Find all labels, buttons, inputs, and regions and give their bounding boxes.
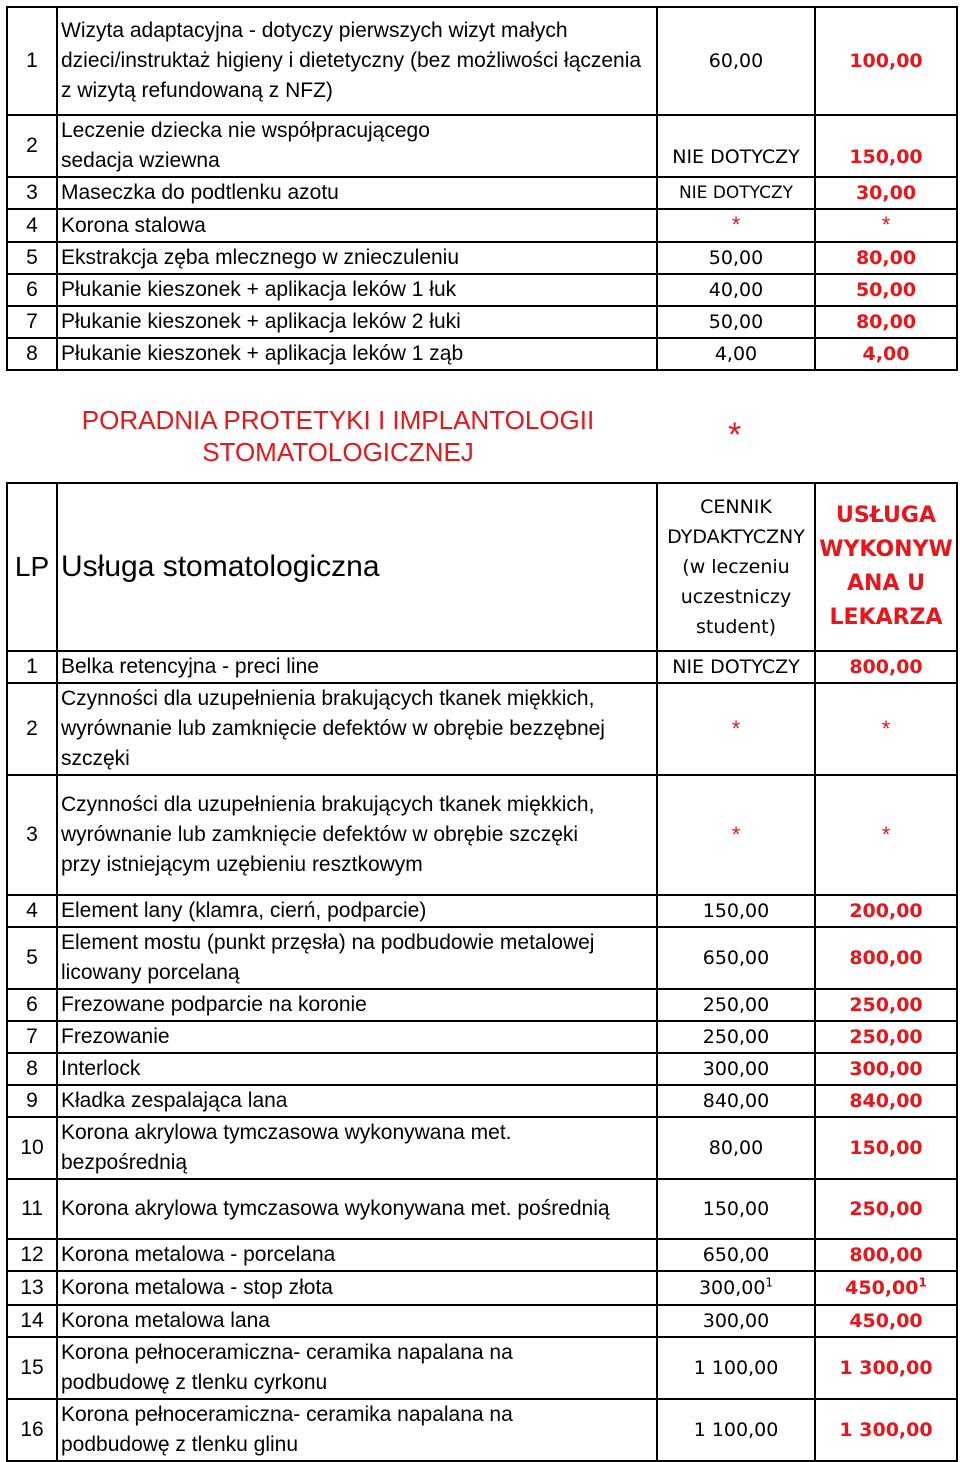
table-row [7,7,957,115]
didactic-price: NIE DOTYCZY [657,177,815,209]
doctor-price: 800,00 [815,651,957,683]
didactic-price: 250,00 [657,989,815,1021]
doctor-price: 450,00 [815,1305,957,1337]
doctor-price: 150,00 [815,1117,957,1179]
header-line: student) [695,616,777,638]
doctor-price: 100,00 [815,7,957,115]
table-row [7,1053,957,1085]
doctor-price: 800,00 [815,1239,957,1271]
doctor-price: 50,00 [815,274,957,306]
service-name: Wizyta adaptacyjna - dotyczy pierwszych wizyt małych dzieci/instruktaż higieny i dietetyczny (bez możliwości łączenia z wizytą refundowaną z NFZ) [57,7,657,115]
header-lp: LP [7,483,57,651]
doctor-price [815,1271,957,1305]
table-row [7,1305,957,1337]
asterisk-mark: * [881,212,891,237]
table-row [7,1179,957,1239]
header-line: CENNIK [700,496,772,518]
row-number: 8 [7,338,57,370]
doctor-price: 4,00 [815,338,957,370]
footnote-mark: 1 [918,1275,927,1290]
asterisk-mark: * [881,715,891,741]
header-line: (w leczeniu [682,556,790,578]
didactic-price: 650,00 [657,927,815,989]
table-row [7,274,957,306]
service-name: Interlock [57,1053,657,1085]
doctor-price: 80,00 [815,242,957,274]
header-service: Usługa stomatologiczna [57,483,657,651]
didactic-price: 150,00 [657,895,815,927]
asterisk-mark: * [881,821,891,847]
didactic-price: 4,00 [657,338,815,370]
doctor-price: 250,00 [815,1179,957,1239]
service-name: Ekstrakcja zęba mlecznego w znieczuleniu [57,242,657,274]
didactic-price: 50,00 [657,242,815,274]
header-line: ANA U [847,571,925,596]
row-number: 7 [7,1021,57,1053]
table-row [7,651,957,683]
service-name: Czynności dla uzupełnienia brakujących tkanek miękkich, wyrównanie lub zamknięcie defektów w obrębie bezzębnej szczęki [57,683,657,775]
header-line: LEKARZA [829,605,943,630]
didactic-price: 150,00 [657,1179,815,1239]
doctor-price: 1 300,00 [815,1399,957,1461]
section-title-line: STOMATOLOGICZNEJ [202,437,474,467]
table-row [7,1021,957,1053]
header-line: uczestniczy [680,586,792,608]
didactic-price: 80,00 [657,1117,815,1179]
section-asterisk: * [728,416,742,454]
service-name: Płukanie kieszonek + aplikacja leków 1 ząb [57,338,657,370]
doctor-price: 80,00 [815,306,957,338]
table-row [7,1271,957,1305]
didactic-price [657,683,815,775]
asterisk-mark: * [731,821,741,847]
header-didactic-price [657,483,815,651]
row-number: 4 [7,209,57,242]
didactic-price [657,1271,815,1305]
row-number: 15 [7,1337,57,1399]
doctor-price: 150,00 [815,115,957,177]
service-name: Korona akrylowa tymczasowa wykonywana met. bezpośrednią [57,1117,657,1179]
row-number: 9 [7,1085,57,1117]
service-name: Maseczka do podtlenku azotu [57,177,657,209]
service-name: Element lany (klamra, cierń, podparcie) [57,895,657,927]
row-number: 2 [7,115,57,177]
service-name: Frezowane podparcie na koronie [57,989,657,1021]
row-number: 12 [7,1239,57,1271]
table-row [7,177,957,209]
pediatric-price-table [6,6,958,371]
prosthetics-price-table [6,482,958,1462]
row-number: 6 [7,989,57,1021]
doctor-price: 30,00 [815,177,957,209]
row-number: 8 [7,1053,57,1085]
table-row [7,895,957,927]
row-number: 10 [7,1117,57,1179]
row-number: 2 [7,683,57,775]
service-name: Korona metalowa - stop złota [57,1271,657,1305]
table-row [7,242,957,274]
didactic-price: 40,00 [657,274,815,306]
table-row [7,338,957,370]
price-value: 450,00 [845,1277,919,1299]
row-number: 1 [7,651,57,683]
didactic-price: 60,00 [657,7,815,115]
doctor-price: 840,00 [815,1085,957,1117]
doctor-price: 300,00 [815,1053,957,1085]
row-number: 11 [7,1179,57,1239]
section-title-line: PORADNIA PROTETYKI I IMPLANTOLOGII [81,405,595,435]
service-name: Korona akrylowa tymczasowa wykonywana met. pośrednią [57,1179,657,1239]
row-number: 14 [7,1305,57,1337]
service-name: Płukanie kieszonek + aplikacja leków 2 łuki [57,306,657,338]
didactic-price: 1 100,00 [657,1399,815,1461]
header-doctor-price [815,483,957,651]
doctor-price [815,683,957,775]
table-row [7,306,957,338]
row-number: 1 [7,7,57,115]
service-name: Czynności dla uzupełnienia brakujących tkanek miękkich, wyrównanie lub zamknięcie defektów w obrębie szczęki przy istniejącym uzębieniu resztkowym [57,775,657,895]
doctor-price: 800,00 [815,927,957,989]
service-name: Korona metalowa - porcelana [57,1239,657,1271]
table-row [7,1239,957,1271]
asterisk-mark: * [731,212,741,237]
didactic-price: 650,00 [657,1239,815,1271]
service-name: Belka retencyjna - preci line [57,651,657,683]
didactic-price: 300,00 [657,1305,815,1337]
doctor-price: 200,00 [815,895,957,927]
row-number: 13 [7,1271,57,1305]
row-number: 6 [7,274,57,306]
table-header-row [7,483,957,651]
header-line: DYDAKTYCZNY [667,526,805,548]
service-name: Korona metalowa lana [57,1305,657,1337]
asterisk-mark: * [731,715,741,741]
service-name: Element mostu (punkt przęsła) na podbudowie metalowej licowany porcelaną [57,927,657,989]
row-number: 3 [7,177,57,209]
footnote-mark: 1 [765,1275,774,1290]
table-row [7,927,957,989]
table-row [7,1399,957,1461]
section-title [58,404,618,468]
service-name: Płukanie kieszonek + aplikacja leków 1 łuk [57,274,657,306]
price-value: 300,00 [698,1277,766,1299]
table-row [7,209,957,242]
didactic-price: 250,00 [657,1021,815,1053]
row-number: 3 [7,775,57,895]
didactic-price: 1 100,00 [657,1337,815,1399]
row-number: 5 [7,927,57,989]
doctor-price: 1 300,00 [815,1337,957,1399]
didactic-price: 50,00 [657,306,815,338]
doctor-price: 250,00 [815,1021,957,1053]
doctor-price [815,209,957,242]
service-name: Kładka zespalająca lana [57,1085,657,1117]
row-number: 4 [7,895,57,927]
table-row [7,775,957,895]
table-row [7,115,957,177]
row-number: 7 [7,306,57,338]
didactic-price [657,775,815,895]
service-name: Korona pełnoceramiczna- ceramika napalana na podbudowę z tlenku glinu [57,1399,657,1461]
header-line: WYKONYW [819,537,953,562]
header-line: USŁUGA [836,503,936,528]
table-row [7,1337,957,1399]
table-row [7,683,957,775]
table-row [7,1085,957,1117]
didactic-price [657,209,815,242]
row-number: 5 [7,242,57,274]
service-name: Korona stalowa [57,209,657,242]
didactic-price: 300,00 [657,1053,815,1085]
table-row [7,989,957,1021]
doctor-price [815,775,957,895]
table-row [7,1117,957,1179]
didactic-price: NIE DOTYCZY [657,115,815,177]
didactic-price: 840,00 [657,1085,815,1117]
doctor-price: 250,00 [815,989,957,1021]
service-name: Leczenie dziecka nie współpracującego sedacja wziewna [57,115,657,177]
didactic-price: NIE DOTYCZY [657,651,815,683]
row-number: 16 [7,1399,57,1461]
service-name: Korona pełnoceramiczna- ceramika napalana na podbudowę z tlenku cyrkonu [57,1337,657,1399]
service-name: Frezowanie [57,1021,657,1053]
